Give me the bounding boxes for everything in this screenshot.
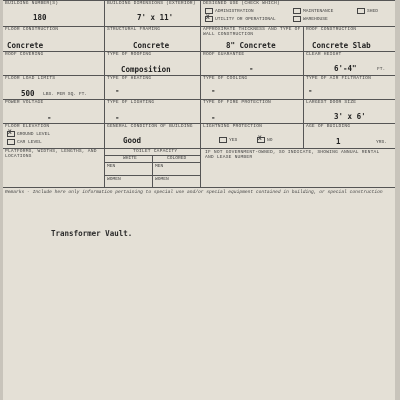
- lightning-no-option: X NO: [257, 137, 273, 143]
- cell-air-filtration: [304, 76, 395, 99]
- cell-age-of-building: [304, 124, 395, 148]
- roof-guarantee-label: ROOF GUARANTEE: [203, 52, 245, 57]
- cell-toilet-capacity: [105, 149, 201, 187]
- clear-height-value: 6'-4": [334, 64, 357, 73]
- cell-heating: [105, 76, 201, 99]
- form-row-roof: [3, 52, 395, 76]
- checkbox-maintenance: [293, 8, 301, 14]
- lighting-value: -: [115, 113, 120, 122]
- structural-framing-value: Concrete: [133, 41, 170, 50]
- toilet-men-white-label: MEN: [107, 164, 116, 169]
- rental-lease-label: IF NOT GOVERNMENT-OWNED, SO INDICATE, SHOWING ANNUAL RENTAL AND LEASE NUMBER: [205, 150, 380, 160]
- use-option-shed: SHED: [357, 8, 378, 14]
- form-row-remarks: [3, 188, 395, 398]
- cell-floor-construction: [3, 27, 105, 51]
- cooling-value: -: [211, 86, 216, 95]
- toilet-men-colored-label: MEN: [155, 164, 164, 169]
- cell-clear-height: [304, 52, 395, 75]
- air-filtration-label: TYPE OF AIR FILTRATION: [306, 76, 372, 81]
- cell-designed-use: [201, 1, 395, 26]
- dimensions-value: 7' x 11': [137, 13, 174, 22]
- checkbox-lightning-no-checked: [257, 137, 265, 143]
- remarks-text: Transformer Vault.: [51, 229, 133, 238]
- cell-floor-load: [3, 76, 105, 99]
- floor-load-value: 500: [21, 89, 35, 98]
- toilet-white-label: WHITE: [123, 156, 137, 161]
- cell-lightning-protection: [201, 124, 304, 148]
- cell-power-voltage: [3, 100, 105, 123]
- cell-rental-lease: [201, 149, 395, 187]
- lightning-yes-option: YES: [219, 137, 237, 143]
- toilet-rule-2: [105, 162, 201, 163]
- use-option-warehouse: WAREHOUSE: [293, 16, 328, 22]
- use-option-utility: XUTILITY OR OPERATIONAL: [205, 16, 276, 22]
- cell-roof-covering: [3, 52, 105, 75]
- roof-covering-label: ROOF COVERING: [5, 52, 44, 57]
- toilet-women-white-label: WOMEN: [107, 177, 121, 182]
- fire-protection-label: TYPE OF FIRE PROTECTION: [203, 100, 272, 105]
- cell-remarks: [3, 188, 395, 398]
- type-of-roofing-label: TYPE OF ROOFING: [107, 52, 152, 57]
- checkbox-shed: [357, 8, 365, 14]
- checkbox-lightning-yes: [219, 137, 227, 143]
- form-row-systems: [3, 100, 395, 124]
- form-row-construction: [3, 27, 395, 52]
- cell-roof-guarantee: [201, 52, 304, 75]
- cell-structural-framing: [105, 27, 201, 51]
- cell-platforms: [3, 149, 105, 187]
- heating-value: -: [115, 86, 120, 95]
- cell-dimensions: [105, 1, 201, 26]
- cell-building-number: [3, 1, 105, 26]
- use-option-administration: ADMINISTRATION: [205, 8, 254, 14]
- cell-wall-construction: [201, 27, 304, 51]
- toilet-women-colored-label: WOMEN: [155, 177, 169, 182]
- platforms-label: PLATFORMS, WIDTHS, LENGTHS, AND LOCATIONS: [5, 149, 97, 159]
- building-number-label: BUILDING NUMBER(S): [5, 1, 59, 6]
- cell-door-size: [304, 100, 395, 123]
- cell-lighting: [105, 100, 201, 123]
- roof-guarantee-value: -: [249, 64, 254, 73]
- floor-construction-value: Concrete: [7, 41, 44, 50]
- roof-construction-value: Concrete Slab: [312, 41, 371, 50]
- checkbox-ground-level-checked: [7, 131, 15, 137]
- wall-construction-value: 8" Concrete: [226, 41, 276, 50]
- toilet-colored-label: COLORED: [167, 156, 187, 161]
- cell-fire-protection: [201, 100, 304, 123]
- power-voltage-value: -: [47, 113, 52, 122]
- floor-load-label: FLOOR LOAD LIMITS: [5, 76, 56, 81]
- toilet-column-divider: [152, 155, 153, 187]
- fire-protection-value: -: [211, 113, 216, 122]
- cell-floor-elevation: [3, 124, 105, 148]
- floor-construction-label: FLOOR CONSTRUCTION: [5, 27, 59, 32]
- toilet-rule-3: [105, 175, 201, 176]
- dimensions-label: BUILDING DIMENSIONS (EXTERIOR): [107, 1, 196, 6]
- cell-general-condition: [105, 124, 201, 148]
- power-voltage-label: POWER VOLTAGE: [5, 100, 44, 105]
- checkbox-car-level: [7, 139, 15, 145]
- designed-use-label: DESIGNED USE (CHECK WHICH): [203, 1, 280, 6]
- door-size-label: LARGEST DOOR SIZE: [306, 100, 357, 105]
- general-condition-value: Good: [123, 136, 142, 145]
- building-number-value: 180: [33, 13, 47, 22]
- form-row-utilities: [3, 76, 395, 100]
- checkbox-utility-checked: [205, 16, 213, 22]
- form-row-building: [3, 1, 395, 27]
- wall-construction-label: APPROXIMATE THICKNESS AND TYPE OF WALL CONSTRUCTION: [203, 27, 301, 37]
- cell-type-of-roofing: [105, 52, 201, 75]
- age-of-building-unit: YRS.: [376, 140, 388, 145]
- type-of-roofing-value: Composition: [121, 65, 171, 74]
- clear-height-unit: FT.: [377, 67, 386, 72]
- age-of-building-label: AGE OF BUILDING: [306, 124, 351, 129]
- ground-level-option: XGROUND LEVEL: [7, 131, 50, 137]
- form-row-facilities: [3, 149, 395, 188]
- toilet-rule-1: [105, 155, 201, 156]
- heating-label: TYPE OF HEATING: [107, 76, 152, 81]
- floor-elevation-label: FLOOR ELEVATION: [5, 124, 50, 129]
- remarks-label: Remarks - Include here only information pertaining to special use and/or special equipment contained in building, or special construction: [5, 190, 383, 195]
- general-condition-label: GENERAL CONDITION OF BUILDING: [107, 124, 193, 129]
- age-of-building-value: 1: [336, 137, 341, 146]
- cooling-label: TYPE OF COOLING: [203, 76, 248, 81]
- air-filtration-value: -: [308, 86, 313, 95]
- car-level-option: CAR LEVEL: [7, 139, 42, 145]
- cell-roof-construction: [304, 27, 395, 51]
- floor-load-unit: LBS. PER SQ. FT.: [43, 92, 88, 97]
- lightning-protection-label: LIGHTNING PROTECTION: [203, 124, 263, 129]
- lighting-label: TYPE OF LIGHTING: [107, 100, 155, 105]
- checkbox-warehouse: [293, 16, 301, 22]
- clear-height-label: CLEAR HEIGHT: [306, 52, 342, 57]
- structural-framing-label: STRUCTURAL FRAMING: [107, 27, 161, 32]
- property-record-form: [3, 0, 395, 400]
- cell-cooling: [201, 76, 304, 99]
- use-option-maintenance: MAINTENANCE: [293, 8, 333, 14]
- door-size-value: 3' x 6': [334, 112, 366, 121]
- toilet-capacity-label: TOILET CAPACITY: [133, 149, 178, 154]
- form-row-condition: [3, 124, 395, 149]
- roof-construction-label: ROOF CONSTRUCTION: [306, 27, 357, 32]
- form-grid: [3, 0, 395, 398]
